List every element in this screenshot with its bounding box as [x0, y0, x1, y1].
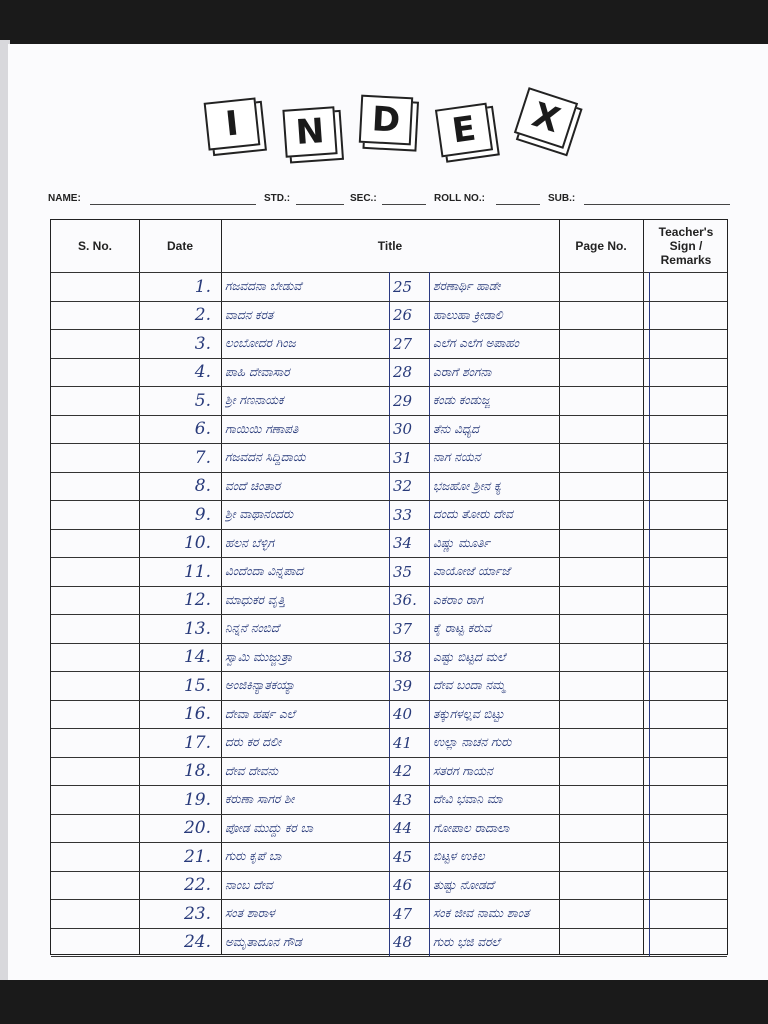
entry-number-second: 26	[393, 306, 413, 324]
entry-number: 18.	[183, 761, 211, 781]
entry-number-second: 34	[393, 534, 413, 552]
entry-number-second: 47	[393, 904, 413, 923]
entry-number-second: 38	[393, 648, 413, 666]
entry-title-second: ಉಲ್ಲಾ ನಾಚನ ಗುರು	[433, 735, 512, 749]
entry-number-second: 33	[393, 505, 413, 524]
heading-letter-e: E	[435, 103, 493, 158]
header-sno: S. No.	[77, 239, 112, 253]
entry-number: 23.	[183, 903, 211, 924]
sec-line[interactable]	[382, 204, 426, 205]
entry-number-second: 46	[393, 876, 413, 894]
name-label: NAME:	[48, 193, 81, 204]
entry-number-second: 37	[393, 619, 413, 638]
row-divider	[51, 329, 727, 330]
entry-number: 4.	[194, 362, 211, 382]
entry-number-second: 40	[393, 705, 413, 723]
roll-label: ROLL NO.:	[434, 193, 485, 204]
entry-number: 11.	[183, 561, 211, 582]
entry-number: 12.	[183, 590, 211, 610]
row-divider	[51, 842, 727, 843]
entry-title-second: ತೆನು ವಿಧ್ಯದ	[433, 421, 480, 436]
entry-title: ಗಜವದನ ಸಿದ್ದಿದಾಯ	[225, 450, 306, 464]
entry-title: ದೇವಾ ಹರ್ಷ ಎಲೆ	[225, 706, 295, 721]
name-line[interactable]	[90, 204, 256, 205]
entry-title-second: ಸತರಗ ಗಾಯನ	[433, 763, 493, 778]
entry-title-second: ಎಾಯೋಜೆ ರ್ಯಾಜೆ	[433, 564, 510, 578]
row-divider	[51, 415, 727, 416]
entry-title-second: ತಕ್ಕುಗಳಲ್ಲವ ಬಿಟ್ಟು	[433, 706, 505, 721]
entry-title: ಶ್ರೀ ವಾಥಾನಂದರು	[225, 507, 294, 521]
entry-title-second: ಗುರು ಭಜಿ ವರಲೆ	[433, 934, 500, 949]
entry-number-second: 45	[393, 847, 413, 866]
entry-title: ಕರುಣಾ ಸಾಗರ ಶೀ	[225, 792, 295, 806]
entry-number: 13.	[183, 618, 211, 639]
row-divider	[51, 557, 727, 558]
entry-number-second: 29	[393, 391, 413, 410]
row-divider	[51, 871, 727, 872]
entry-title: ಗಜವದನಾ ಬೇಡುವೆ	[225, 279, 302, 293]
row-divider	[51, 472, 727, 473]
entry-number-second: 41	[393, 733, 413, 752]
entry-number-second: 31	[393, 448, 413, 467]
row-divider	[51, 529, 727, 530]
entry-number: 5.	[194, 390, 211, 411]
entry-title-second: ಭಜಹೋ ಶ್ರೀನ ಕ್ಯ	[433, 478, 502, 493]
entry-title: ಗುರು ಕೃಪೆ ಬಾ	[225, 849, 282, 863]
row-divider	[51, 671, 727, 672]
entry-number-second: 42	[393, 762, 413, 780]
entry-title-second: ಎರಾಗೆ ಶಂಗನಾ	[433, 364, 492, 379]
header-date: Date	[166, 239, 193, 253]
row-divider	[51, 728, 727, 729]
entry-title: ವಂದೆ ಚಿಂತಾರ	[225, 478, 281, 493]
entry-title: ದೇವ ದೇವನು	[225, 763, 279, 778]
heading-letter-n: N	[282, 106, 337, 158]
column-divider	[139, 220, 140, 954]
entry-number-second: 35	[393, 562, 413, 581]
entry-title: ಪೋಡ ಮುದ್ದು ಕರ ಬಾ	[225, 820, 314, 835]
entry-title: ಅಂಜಿಕಿನ್ಯಾತಕಯ್ಯಾ	[225, 678, 295, 692]
entry-title-second: ದೇವಿ ಭವಾನಿ ಮಾ	[433, 792, 503, 806]
row-divider	[51, 757, 727, 758]
entry-title: ವಿಂದೆಂದಾ ವಿನ್ನಪಾದ	[225, 564, 304, 578]
header-title: Title	[377, 239, 403, 253]
entry-number: 1.	[194, 276, 211, 297]
entry-number-second: 43	[393, 790, 413, 809]
entry-number: 20.	[183, 818, 211, 838]
entry-title: ವಾದನ ಕರತ	[225, 307, 274, 322]
entry-number: 17.	[183, 732, 211, 753]
entry-title: ಲಂಬೋದರ ಗಿಂಜ	[225, 336, 296, 350]
entry-number-second: 39	[393, 676, 413, 695]
entry-title-second: ಕೈ ರಾಟ್ಟ ಕರುವ	[433, 621, 492, 635]
entry-number: 6.	[194, 419, 211, 439]
entry-number: 21.	[183, 846, 211, 867]
entry-title-second: ವಿಷ್ಣು ಮೂರ್ತಿ	[433, 535, 490, 550]
entry-number-second: 25	[393, 277, 413, 296]
entry-title: ಮಾಧುಕರ ವೃತ್ತಿ	[225, 592, 286, 607]
background-strip	[0, 980, 768, 1024]
row-divider	[51, 358, 727, 359]
column-divider	[221, 220, 222, 954]
entry-title-second: ದಂದು ತೋರು ದೇವ	[433, 507, 513, 521]
entry-number: 16.	[183, 704, 211, 724]
entry-number: 19.	[183, 789, 211, 810]
student-info-row	[48, 193, 738, 209]
entry-title: ಹಲನ ಬೆಳ್ಳಿಗ	[225, 535, 275, 550]
entry-title-second: ದೇವ ಬಂದಾ ನಮ್ಮ	[433, 678, 506, 692]
row-divider	[51, 500, 727, 501]
row-divider	[51, 443, 727, 444]
entry-title-second: ತುಷ್ಟು ನೋಡದೆ	[433, 877, 494, 892]
row-divider	[51, 956, 727, 957]
entry-number: 3.	[194, 333, 211, 354]
entry-number: 22.	[183, 875, 211, 895]
entry-number: 10.	[183, 533, 211, 553]
entry-number-second: 27	[393, 334, 413, 353]
heading-letter-d: D	[359, 95, 413, 146]
row-divider	[51, 301, 727, 302]
entry-number-second: 32	[393, 477, 413, 495]
row-divider	[51, 899, 727, 900]
index-table	[50, 219, 728, 955]
row-divider	[51, 928, 727, 929]
entry-number: 7.	[194, 447, 211, 468]
entry-number: 15.	[183, 675, 211, 696]
header-page-no: Page No.	[575, 239, 627, 253]
row-divider	[51, 614, 727, 615]
roll-line[interactable]	[496, 204, 540, 205]
row-divider	[51, 386, 727, 387]
entry-number-second: 44	[393, 819, 413, 837]
entry-title: ನಾಂಬ ದೇವ	[225, 877, 273, 892]
heading-letter-i: I	[204, 97, 261, 150]
entry-number-second: 36.	[393, 591, 417, 609]
entry-number-second: 30	[393, 420, 413, 438]
header-teacher-sign: Teacher's Sign / Remarks	[658, 225, 714, 267]
std-line[interactable]	[296, 204, 344, 205]
entry-title-second: ಶರಣಾರ್ಥಿ ಹಾಡೇ	[433, 279, 501, 293]
entry-title-second: ಸಂಕ ಜೀವ ನಾಮು ಶಾಂತ	[433, 906, 530, 920]
row-divider	[51, 785, 727, 786]
entry-title: ದರು ಕರ ದಲೀ	[225, 735, 282, 749]
entry-title: ಸಂತ ಶಾರಾಳ	[225, 906, 275, 920]
entry-title-second: ಎಷ್ಟು ಬಿಟ್ಟದ ಮಲೆ	[433, 649, 506, 664]
row-divider	[51, 700, 727, 701]
entry-number: 2.	[194, 305, 211, 325]
entry-title-second: ಕಂಡು ಕಂಡುಜ್ಜ	[433, 393, 491, 407]
entry-title-second: ಹಾಲುಹಾ ಕ್ರೀಡಾಲಿ	[433, 307, 503, 322]
entry-number: 8.	[194, 476, 211, 496]
entry-title-second: ಬಿಟ್ಟಳ ಉಕಿಲ	[433, 849, 485, 863]
entry-number: 14.	[183, 647, 211, 667]
heading-letter-x: X	[514, 87, 578, 149]
row-divider	[51, 643, 727, 644]
entry-title-second: ನಾಗ ನಯನ	[433, 450, 481, 464]
entry-title-second: ಎಕರಾಂ ರಾಗ	[433, 592, 483, 607]
entry-title: ಪಾಹಿ ದೇವಾಸಾರ	[225, 364, 290, 379]
index-heading	[0, 92, 768, 162]
entry-number-second: 48	[393, 933, 413, 951]
entry-title: ಶ್ರೀ ಗಣನಾಯಕ	[225, 393, 284, 407]
entry-number: 9.	[194, 504, 211, 525]
std-label: STD.:	[264, 193, 291, 204]
row-divider	[51, 814, 727, 815]
sub-label: SUB.:	[548, 193, 576, 204]
entry-title-second: ಗೋಪಾಲ ರಾದಾಲಾ	[433, 820, 510, 835]
entry-title: ಗಾಯಿಯಿ ಗಣಾಪತಿ	[225, 421, 299, 436]
entry-number-second: 28	[393, 363, 413, 381]
entry-number: 24.	[183, 932, 211, 952]
sub-line[interactable]	[584, 204, 730, 205]
entry-title: ಅಮೃತಾದೂನ ಗೌಡ	[225, 934, 302, 949]
entry-title: ನಿನ್ನನೆ ನಂಬಿದೆ	[225, 621, 280, 635]
row-divider	[51, 586, 727, 587]
entry-title-second: ಎಲೆಗ ಎಲೆಗ ಅಪಾಹಂ	[433, 336, 520, 350]
entry-title: ಸ್ವಾಮಿ ಮುಜ್ಜುತ್ರಾ	[225, 649, 293, 664]
sec-label: SEC.:	[350, 193, 377, 204]
column-divider	[643, 220, 644, 954]
